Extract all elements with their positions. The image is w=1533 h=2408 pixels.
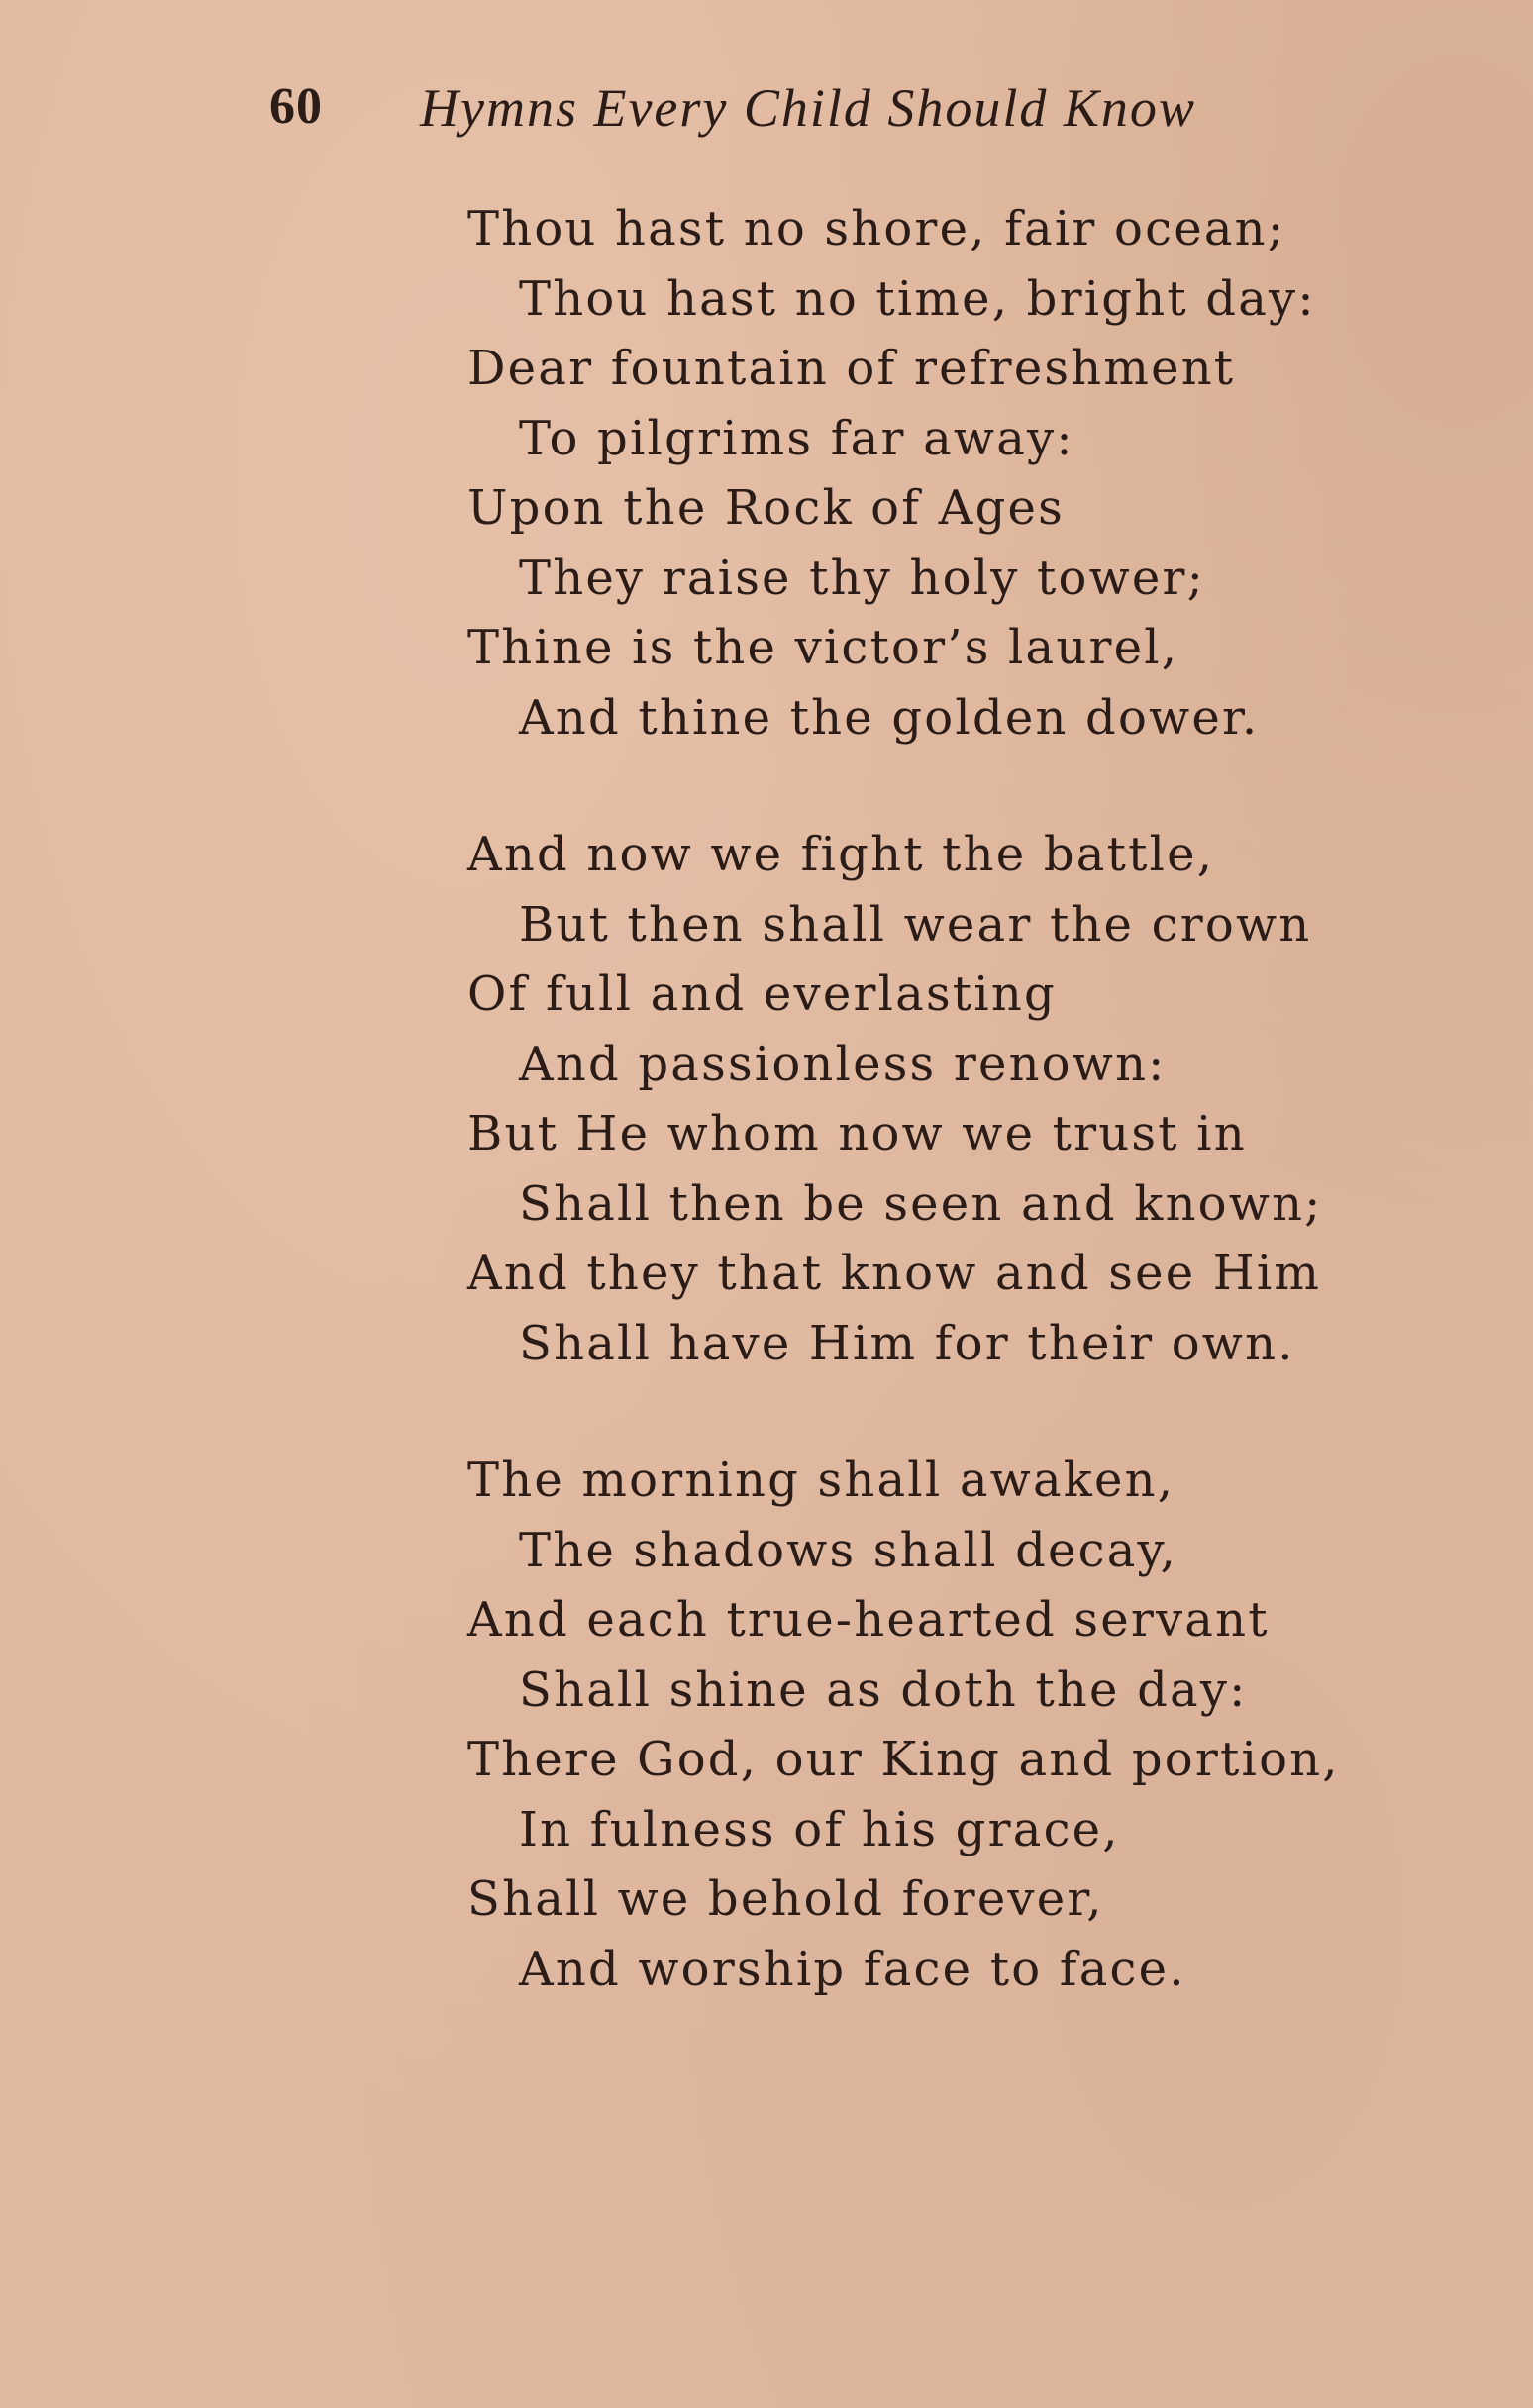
poem-line: Thine is the victor’s laurel,: [467, 620, 1179, 675]
poem-line: Upon the Rock of Ages: [467, 480, 1065, 536]
poem-line: Shall have Him for their own.: [519, 1315, 1295, 1371]
poem-line: Shall then be seen and known;: [519, 1175, 1323, 1232]
poem-line: Dear fountain of refreshment: [467, 341, 1236, 396]
page-number: 60: [269, 78, 323, 135]
poem-line: The morning shall awaken,: [467, 1453, 1175, 1508]
stanza-2: [467, 820, 1497, 1378]
stanza-3: [467, 1446, 1497, 2004]
poem-line: To pilgrims far away:: [519, 410, 1074, 466]
poem-line: And they that know and see Him: [467, 1246, 1322, 1301]
poem-line: But He whom now we trust in: [467, 1106, 1247, 1161]
book-title: Hymns Every Child Should Know: [420, 78, 1196, 138]
poem-line: And passionless renown:: [519, 1036, 1167, 1092]
poem-line: The shadows shall decay,: [519, 1522, 1177, 1578]
poem-line: And each true-hearted servant: [467, 1592, 1270, 1648]
stanza-1: [467, 194, 1497, 752]
poem-line: And now we fight the battle,: [467, 827, 1215, 882]
poem-line: But then shall wear the crown: [519, 896, 1312, 953]
poem-line: Of full and everlasting: [467, 966, 1057, 1022]
poem-line: And worship face to face.: [519, 1941, 1186, 1997]
running-head: [269, 77, 1260, 147]
poem-line: They raise thy holy tower;: [519, 550, 1206, 606]
poem: [467, 194, 1497, 2004]
poem-line: Shall shine as doth the day:: [519, 1661, 1248, 1718]
poem-line: And thine the golden dower.: [519, 689, 1260, 746]
poem-line: There God, our King and portion,: [467, 1732, 1340, 1787]
poem-line: Thou hast no time, bright day:: [519, 270, 1316, 327]
poem-line: Thou hast no shore, fair ocean;: [467, 201, 1286, 256]
poem-line: In fulness of his grace,: [519, 1801, 1120, 1857]
poem-line: Shall we behold forever,: [467, 1871, 1104, 1927]
